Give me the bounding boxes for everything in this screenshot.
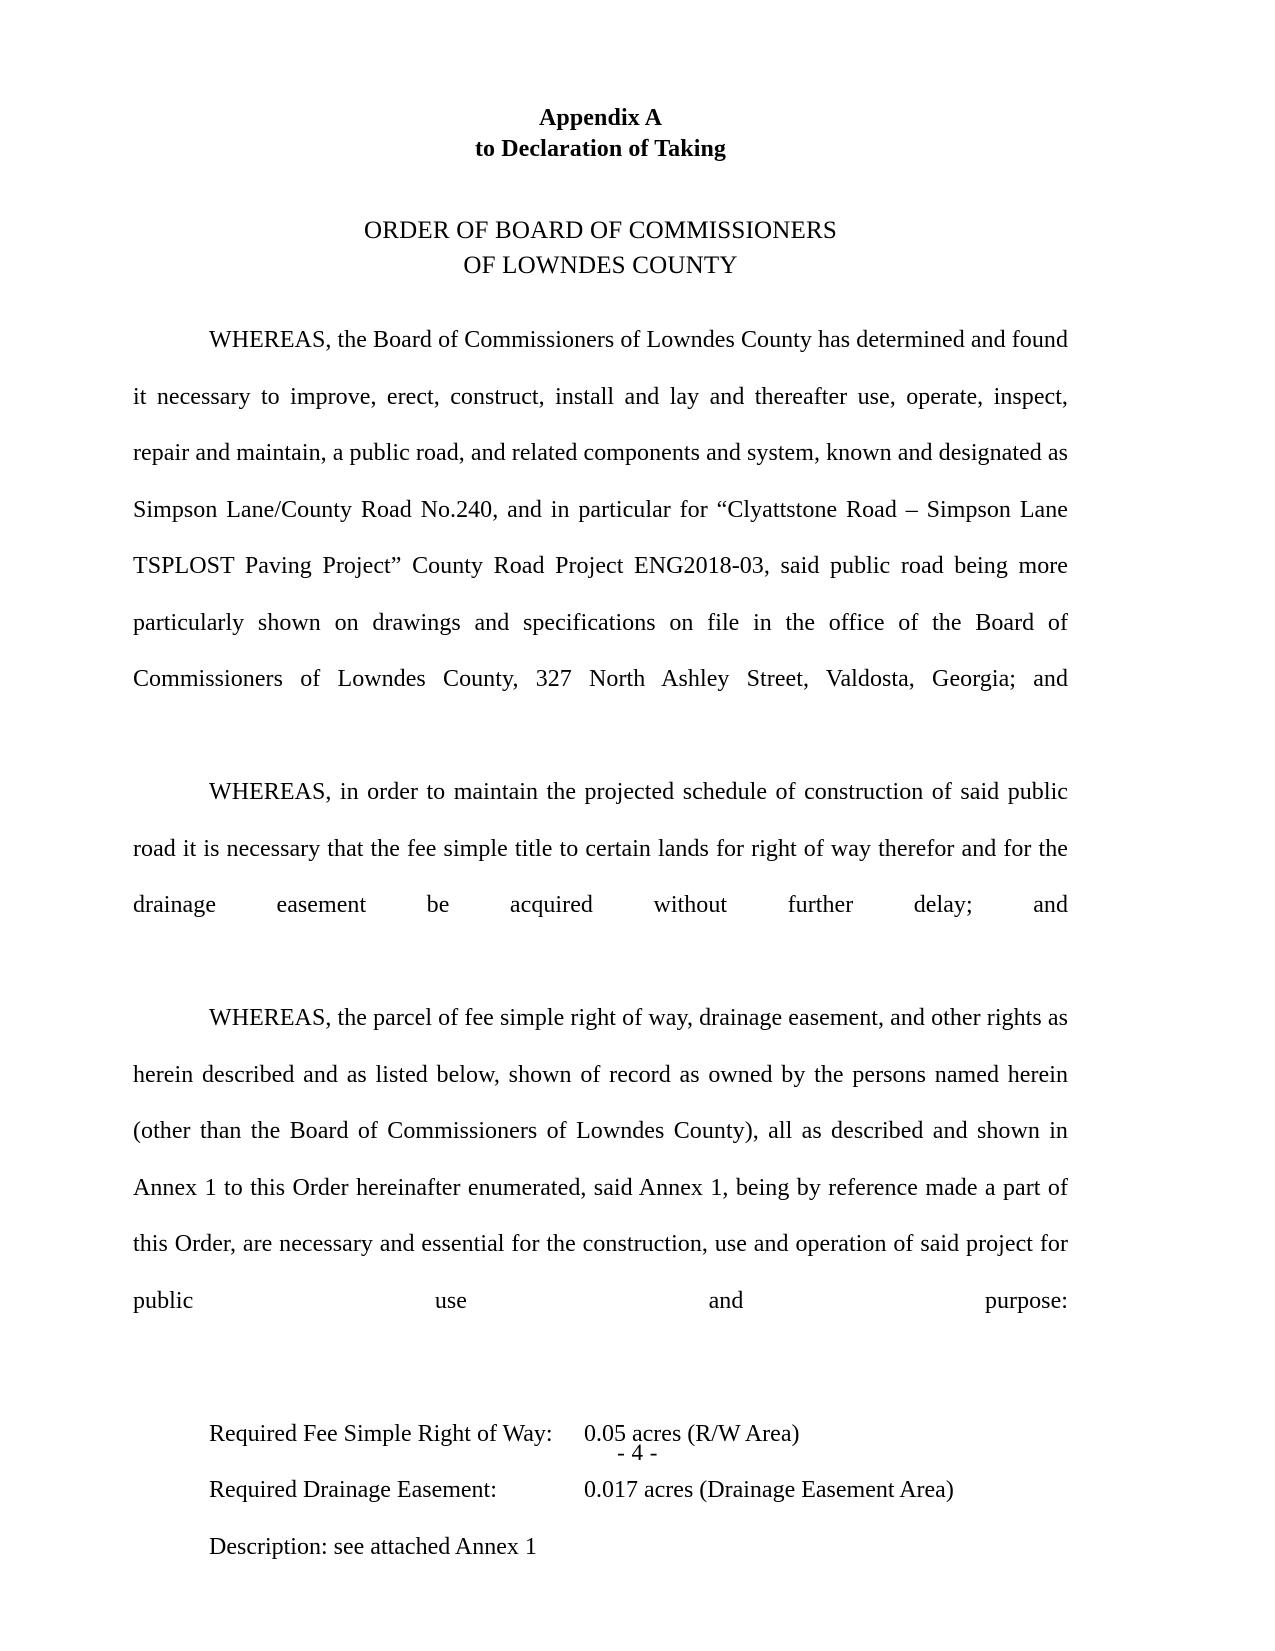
whereas-paragraph-2: WHEREAS, in order to maintain the projected schedule of construction of said public road it is necessary that the fee simple title to certain lands for right of way therefor and for the drainage easement be acquired without further delay; and [133,779,1068,918]
order-title [133,213,1068,283]
requirement-label: Required Drainage Easement: [209,1477,497,1503]
description-line: Description: see attached Annex 1 [209,1533,537,1560]
order-title-line-2: OF LOWNDES COUNTY [463,252,738,279]
page-content [133,0,1068,1575]
requirements-list [133,1406,1068,1576]
appendix-heading [133,0,1068,165]
requirement-value: 0.05 acres (R/W Area) [584,1420,800,1447]
appendix-heading-line-2: to Declaration of Taking [474,136,727,162]
appendix-heading-line-1: Appendix A [538,105,663,131]
requirement-value: 0.017 acres (Drainage Easement Area) [584,1477,954,1503]
whereas-paragraph-3: WHEREAS, the parcel of fee simple right of way, drainage easement, and other rights as herein described and as listed below, shown of record as owned by the persons named herein (other than the Board of Commissioners of Lowndes County), all as described and shown in Annex 1 to this Order hereinafter enumerated, said Annex 1, being by reference made a part of this Order, are necessary and essential for the construction, use and operation of said project for public use and purpose: [133,1005,1068,1314]
page-number: - 4 - [617,1440,658,1465]
whereas-paragraph-1: WHEREAS, the Board of Commissioners of Lowndes County has determined and found it necessary to improve, erect, construct, install and lay and thereafter use, operate, inspect, repair and maintain, a public road, and related components and system, known and designated as Simpson Lane/County Road No.240, and in particular for “Clyattstone Road – Simpson Lane TSPLOST Paving Project” County Road Project ENG2018-03, said public road being more particularly shown on drawings and specifications on file in the office of the Board of Commissioners of Lowndes County, 327 North Ashley Street, Valdosta, Georgia; and [133,327,1068,692]
body-text [133,312,1068,1386]
requirement-row-drainage-easement [133,1462,1068,1519]
requirement-label: Required Fee Simple Right of Way: [209,1420,553,1447]
order-title-line-1: ORDER OF BOARD OF COMMISSIONERS [364,217,837,244]
